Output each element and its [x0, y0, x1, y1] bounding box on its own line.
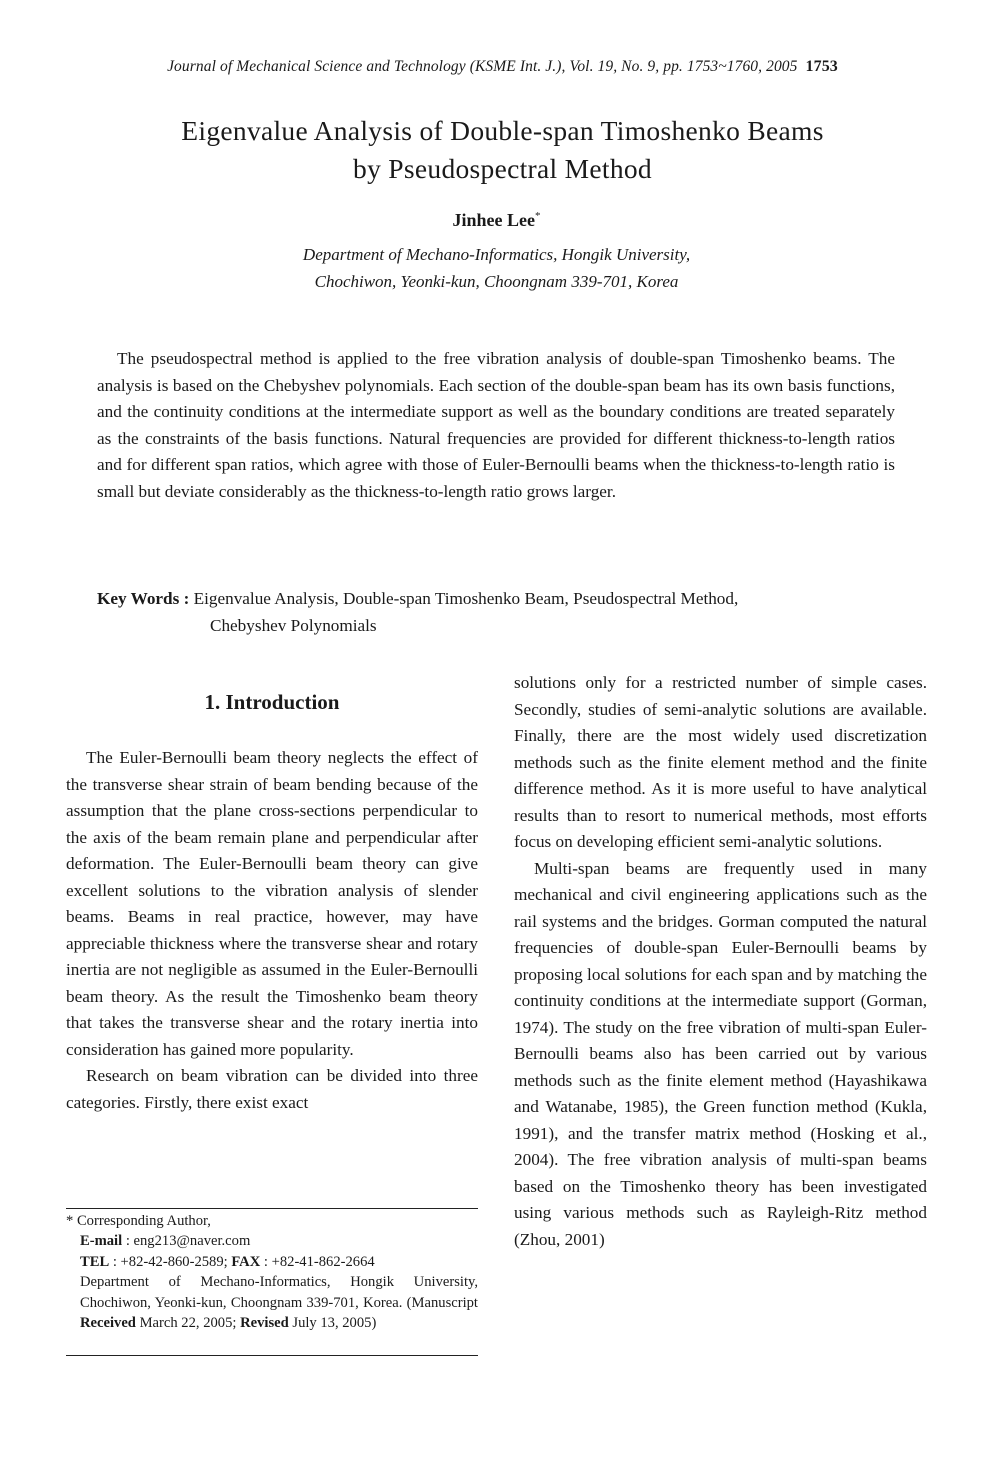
- revised-label: Revised: [240, 1315, 289, 1332]
- footnote-email: [66, 1231, 478, 1251]
- footnote-address: [66, 1272, 478, 1333]
- title-line-2: by Pseudospectral Method: [353, 153, 652, 184]
- footnote-corresponding: * Corresponding Author,: [66, 1213, 211, 1229]
- keywords-line-1: Eigenvalue Analysis, Double-span Timoshenko Beam, Pseudospectral Method,: [193, 589, 739, 608]
- intro-paragraph-continued: solutions only for a restricted number of simple cases. Secondly, studies of semi-analytic solutions are available. Finally, there are the most widely used discretization methods such as the finite element method and the finite difference method. As it is more useful to have analytical results than to resort to numerical methods, most efforts focus on developing efficient semi-analytic solutions.: [514, 673, 927, 851]
- affiliation-line-2: Chochiwon, Yeonki-kun, Choongnam 339-701, Korea: [314, 272, 679, 291]
- email-value: : eng213@naver.com: [122, 1233, 251, 1250]
- footnote-phone: [66, 1252, 478, 1272]
- footnote: [66, 1211, 478, 1333]
- intro-paragraph-1: The Euler-Bernoulli beam theory neglects the effect of the transverse shear strain of beam bending because of the assumption that the plane cross-sections perpendicular to the axis of the beam remain plane and perpendicular after deformation. The Euler-Bernoulli beam theory can give excellent solutions to the vibration analysis of slender beams. Beams in real practice, however, may have appreciable thickness where the transverse shear and rotary inertia are not negligible as assumed in the Euler-Bernoulli beam theory. As the result the Timoshenko beam theory that takes the transverse shear and the rotary inertia into consideration has gained more popularity.: [66, 748, 478, 1059]
- author-affiliation: [0, 241, 993, 295]
- keywords: [97, 586, 895, 639]
- corresponding-mark: *: [535, 210, 541, 222]
- left-column: [66, 745, 478, 1116]
- email-label: E-mail: [80, 1233, 123, 1250]
- paper-title: [60, 112, 945, 188]
- running-header: [0, 58, 1005, 76]
- footnote-divider: [66, 1208, 478, 1209]
- intro-paragraph-2: Research on beam vibration can be divided into three categories. Firstly, there exist exact: [66, 1066, 478, 1112]
- right-column: [514, 670, 927, 1253]
- keywords-label: Key Words :: [97, 589, 190, 608]
- author-name: [0, 210, 993, 231]
- footnote-bottom-divider: [66, 1355, 478, 1356]
- abstract: The pseudospectral method is applied to the free vibration analysis of double-span Timoshenko beams. The analysis is based on the Chebyshev polynomials. Each section of the double-span beam has its own basis functions, and the continuity conditions at the intermediate support as well as the boundary conditions are treated separately as the constraints of the basis functions. Natural frequencies are provided for different thickness-to-length ratios and for different span ratios, which agree with those of Euler-Bernoulli beams when the thickness-to-length ratio is small but deviate considerably as the thickness-to-length ratio grows larger.: [97, 349, 895, 501]
- address-text: Department of Mechano-Informatics, Hongik University, Chochiwon, Yeonki-kun, Choongnam 339-701, Korea. (Manuscript: [80, 1274, 478, 1311]
- tel-label: TEL: [80, 1253, 110, 1270]
- fax-label: FAX: [231, 1253, 261, 1270]
- page-number: 1753: [805, 58, 838, 75]
- keywords-line-2: Chebyshev Polynomials: [210, 615, 377, 635]
- journal-citation: Journal of Mechanical Science and Technology (KSME Int. J.), Vol. 19, No. 9, pp. 1753~1760, 2005: [167, 58, 798, 75]
- received-value: March 22, 2005;: [135, 1315, 241, 1332]
- fax-value: : +82-41-862-2664: [260, 1253, 375, 1270]
- affiliation-line-1: Department of Mechano-Informatics, Hongik University,: [302, 245, 691, 264]
- section-heading: 1. Introduction: [204, 690, 340, 714]
- received-label: Received: [80, 1315, 136, 1332]
- revised-value: July 13, 2005): [288, 1315, 377, 1332]
- intro-paragraph-3: Multi-span beams are frequently used in many mechanical and civil engineering applications such as the rail systems and the bridges. Gorman computed the natural frequencies of double-span Euler-Bernoulli beams by proposing local solutions for each span and by matching the continuity conditions at the intermediate support (Gorman, 1974). The study on the free vibration of multi-span Euler-Bernoulli beams also has been carried out by various methods such as the finite element method (Hayashikawa and Watanabe, 1985), the Green function method (Kukla, 1991), and the transfer matrix method (Hosking et al., 2004). The free vibration analysis of multi-span beams based on the Timoshenko theory has been investigated using various methods such as Rayleigh-Ritz method (Zhou, 2001): [514, 858, 927, 1249]
- tel-value: : +82-42-860-2589;: [109, 1253, 232, 1270]
- title-line-1: Eigenvalue Analysis of Double-span Timoshenko Beams: [181, 115, 824, 146]
- author-name-text: Jinhee Lee: [452, 210, 535, 230]
